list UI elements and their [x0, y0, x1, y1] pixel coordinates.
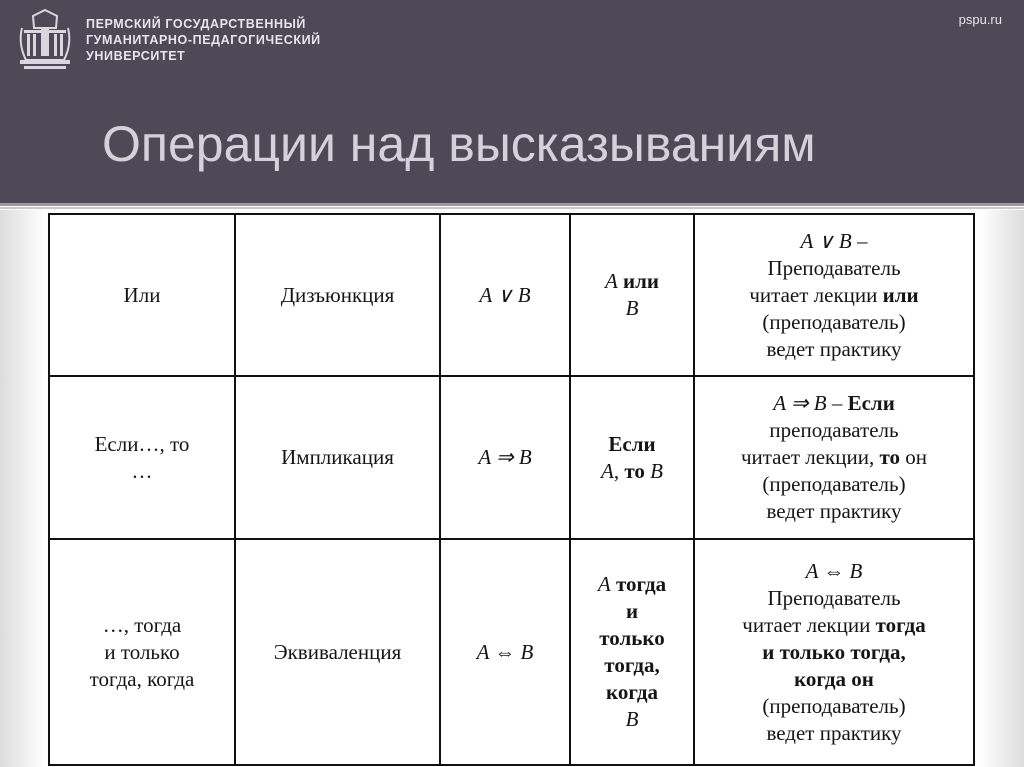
example-line: (преподаватель)	[762, 472, 906, 496]
slide-title: Операции над высказываниям	[102, 116, 816, 172]
example-line: читает лекции	[742, 612, 876, 637]
operation-example	[694, 376, 974, 539]
example-formula: A ∨ B –	[800, 228, 868, 253]
name-line: …	[131, 458, 153, 483]
example-line: ведет практику	[766, 720, 902, 745]
connective: тогда	[875, 612, 926, 637]
operation-term: Эквиваленция	[235, 539, 440, 765]
operation-formula: A ∨ B	[440, 214, 570, 376]
example-line: ведет практику	[766, 336, 902, 361]
connective: тогда,	[604, 653, 660, 677]
table-row	[49, 214, 974, 376]
var-b: B	[625, 707, 639, 731]
connective: и	[625, 599, 639, 623]
name-line: и только	[104, 639, 180, 664]
table-row	[49, 376, 974, 539]
name-line: …, тогда	[102, 612, 182, 637]
operation-example	[694, 214, 974, 376]
example-formula: A ⇔ B	[805, 558, 863, 583]
university-name-line: ПЕРМСКИЙ ГОСУДАРСТВЕННЫЙ	[86, 17, 307, 31]
university-logo-icon	[14, 8, 76, 74]
connective: или	[882, 282, 919, 307]
operation-example	[694, 539, 974, 765]
operations-table	[48, 213, 975, 766]
header-divider	[0, 203, 1024, 206]
example-line: преподаватель	[769, 418, 899, 442]
operation-term: Импликация	[235, 376, 440, 539]
operation-formula: A ⇔ B	[440, 539, 570, 765]
connective: Если	[608, 431, 656, 456]
connective: или	[623, 269, 660, 293]
example-line: Преподаватель	[767, 255, 901, 280]
var-a: A	[604, 269, 618, 293]
operation-reading	[570, 214, 694, 376]
table-row	[49, 539, 974, 765]
operation-name	[49, 376, 235, 539]
connective: и только тогда,	[762, 639, 906, 664]
operation-formula: A ⇒ B	[440, 376, 570, 539]
operation-name: Или	[49, 214, 235, 376]
header-divider-light	[0, 207, 1024, 209]
university-name-line: ГУМАНИТАРНО-ПЕДАГОГИЧЕСКИЙ	[86, 33, 321, 47]
operation-name	[49, 539, 235, 765]
var-a: A	[597, 572, 611, 596]
example-line: (преподаватель)	[762, 693, 906, 718]
university-name	[86, 16, 321, 64]
var-b: B	[625, 296, 639, 320]
operation-term: Дизъюнкция	[235, 214, 440, 376]
slide-header	[0, 0, 1024, 203]
example-line: Преподаватель	[767, 585, 901, 610]
connective: когда	[606, 680, 658, 704]
operation-reading	[570, 376, 694, 539]
example-line: ведет практику	[766, 499, 902, 523]
university-name-line: УНИВЕРСИТЕТ	[86, 49, 186, 63]
site-url: pspu.ru	[958, 12, 1002, 27]
example-line: читает лекции	[749, 282, 883, 307]
connective: только	[599, 626, 665, 650]
var-b: B	[650, 458, 663, 483]
var-a: A	[601, 458, 614, 483]
example-formula: A ⇒ B –	[773, 391, 848, 415]
connective: тогда	[615, 572, 667, 596]
connective: то	[624, 458, 645, 483]
connective: Если	[847, 391, 895, 415]
example-line: читает лекции,	[740, 445, 880, 469]
example-line: он	[900, 445, 928, 469]
name-line: Если…, то	[94, 431, 190, 456]
operation-reading	[570, 539, 694, 765]
name-line: тогда, когда	[89, 666, 195, 691]
connective: когда он	[794, 666, 874, 691]
connective: то	[879, 445, 901, 469]
example-line: (преподаватель)	[762, 309, 906, 334]
separator: ,	[613, 458, 625, 483]
